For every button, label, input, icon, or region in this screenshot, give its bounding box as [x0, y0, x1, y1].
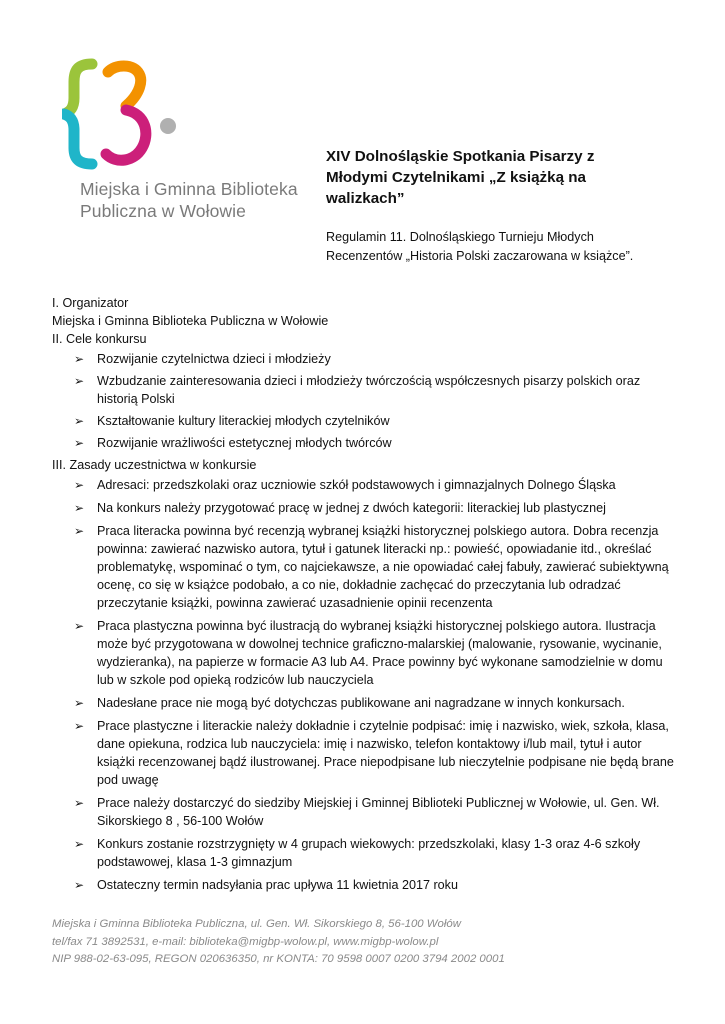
list-item-text: Praca literacka powinna być recenzją wybranej książki historycznej polskiego autora. Dobra recenzja powinna: zawierać nazwisko autora, tytuł i gatunek literacki np.: powieść, opowiadanie itd., określać problematykę, wspominać o tym, co najciekawsze, a nie opowiadać całej fabuły, zawierać subiektywną ocenę, co się w książce podobało, a co nie, dokładnie zachęcać do przeczytania lub odradzać przeczytanie książki, powinna zawierać uzasadnienie opinii recenzenta: [97, 524, 669, 610]
list-item: [52, 434, 682, 452]
list-item: [52, 499, 682, 517]
arrow-bullet-icon: ➢: [74, 436, 85, 450]
list-item-text: Ostateczny termin nadsyłania prac upływa 11 kwietnia 2017 roku: [97, 878, 458, 892]
list-item-text: Adresaci: przedszkolaki oraz uczniowie szkół podstawowych i gimnazjalnych Dolnego Śląska: [97, 478, 616, 492]
logo-line-1: Miejska i Gminna Biblioteka: [80, 179, 298, 199]
arrow-bullet-icon: ➢: [74, 374, 85, 388]
organizer-name: Miejska i Gminna Biblioteka Publiczna w Wołowie: [52, 314, 329, 328]
document-footer: [52, 916, 692, 969]
list-item: [52, 835, 682, 871]
document-body: [52, 294, 682, 899]
list-item: [52, 350, 682, 368]
arrow-bullet-icon: ➢: [74, 478, 85, 492]
list-item: [52, 372, 682, 408]
arrow-bullet-icon: ➢: [74, 696, 85, 710]
library-logo: [62, 58, 302, 228]
section-organizer-heading: I. Organizator: [52, 296, 129, 310]
section-rules-heading: III. Zasady uczestnictwa w konkursie: [52, 458, 257, 472]
arrow-bullet-icon: ➢: [74, 878, 85, 892]
rules-list: [52, 476, 682, 894]
list-item: [52, 694, 682, 712]
list-item-text: Konkurs zostanie rozstrzygnięty w 4 grupach wiekowych: przedszkolaki, klasy 1-3 oraz 4-6 szkoły podstawowej, klasa 1-3 gimnazjum: [97, 837, 641, 869]
list-item-text: Kształtowanie kultury literackiej młodych czytelników: [97, 414, 390, 428]
list-item-text: Rozwijanie czytelnictwa dzieci i młodzieży: [97, 352, 331, 366]
document-title: XIV Dolnośląskie Spotkania Pisarzy z Młodymi Czytelnikami „Z książką na walizkach”: [326, 148, 595, 207]
list-item: [52, 794, 682, 830]
list-item-text: Prace należy dostarczyć do siedziby Miejskiej i Gminnej Biblioteki Publicznej w Wołowie, ul. Gen. Wł. Sikorskiego 8 , 56-100 Wołów: [97, 796, 660, 828]
section-goals-heading: II. Cele konkursu: [52, 332, 147, 346]
arrow-bullet-icon: ➢: [74, 837, 85, 851]
list-item-text: Praca plastyczna powinna być ilustracją do wybranej książki historycznej polskiego autora. Ilustracja może być przygotowana w dowolnej technice graficzno-malarskiej (malowanie, rysowanie, wycinanie, wydzieranka), na papierze w formacie A3 lub A4. Prace powinny być wykonane samodzielnie w domu lub w szkole pod opieką rodziców lub nauczyciela: [97, 619, 663, 687]
list-item: [52, 717, 682, 789]
footer-address: Miejska i Gminna Biblioteka Publiczna, ul. Gen. Wł. Sikorskiego 8, 56-100 Wołów: [52, 918, 461, 930]
list-item: [52, 617, 682, 689]
list-item: [52, 522, 682, 612]
logo-line-2: Publiczna w Wołowie: [80, 201, 246, 221]
arrow-bullet-icon: ➢: [74, 414, 85, 428]
footer-registry: NIP 988-02-63-095, REGON 020636350, nr KONTA: 70 9598 0007 0200 3794 2002 0001: [52, 953, 505, 965]
logo-emblem: [62, 58, 192, 170]
logo-wordmark: [80, 178, 298, 222]
arrow-bullet-icon: ➢: [74, 524, 85, 538]
list-item-text: Na konkurs należy przygotować pracę w jednej z dwóch kategorii: literackiej lub plastycznej: [97, 501, 606, 515]
arrow-bullet-icon: ➢: [74, 619, 85, 633]
arrow-bullet-icon: ➢: [74, 352, 85, 366]
footer-contact: tel/fax 71 3892531, e-mail: biblioteka@migbp-wolow.pl, www.migbp-wolow.pl: [52, 935, 439, 948]
arrow-bullet-icon: ➢: [74, 719, 85, 733]
list-item: [52, 876, 682, 894]
list-item: [52, 412, 682, 430]
list-item: [52, 476, 682, 494]
arrow-bullet-icon: ➢: [74, 796, 85, 810]
list-item-text: Wzbudzanie zainteresowania dzieci i młodzieży twórczością współczesnych pisarzy polskich oraz historią Polski: [97, 374, 641, 406]
goals-list: [52, 350, 682, 452]
document-subtitle: Regulamin 11. Dolnośląskiego Turnieju Młodych Recenzentów „Historia Polski zaczarowana w książce”.: [326, 230, 634, 263]
arrow-bullet-icon: ➢: [74, 501, 85, 515]
list-item-text: Prace plastyczne i literackie należy dokładnie i czytelnie podpisać: imię i nazwisko, wiek, szkoła, klasa, dane opiekuna, rodzica lub nauczyciela: imię i nazwisko, telefon kontaktowy i/lub mail, tytuł i autor książki recenzowanej bądź ilustrowanej. Prace niepodpisane lub nieczytelnie podpisane nie będą brane pod uwagę: [97, 719, 674, 787]
list-item-text: Nadesłane prace nie mogą być dotychczas publikowane ani nagradzane w innych konkursach.: [97, 696, 625, 710]
list-item-text: Rozwijanie wrażliwości estetycznej młodych twórców: [97, 436, 392, 450]
